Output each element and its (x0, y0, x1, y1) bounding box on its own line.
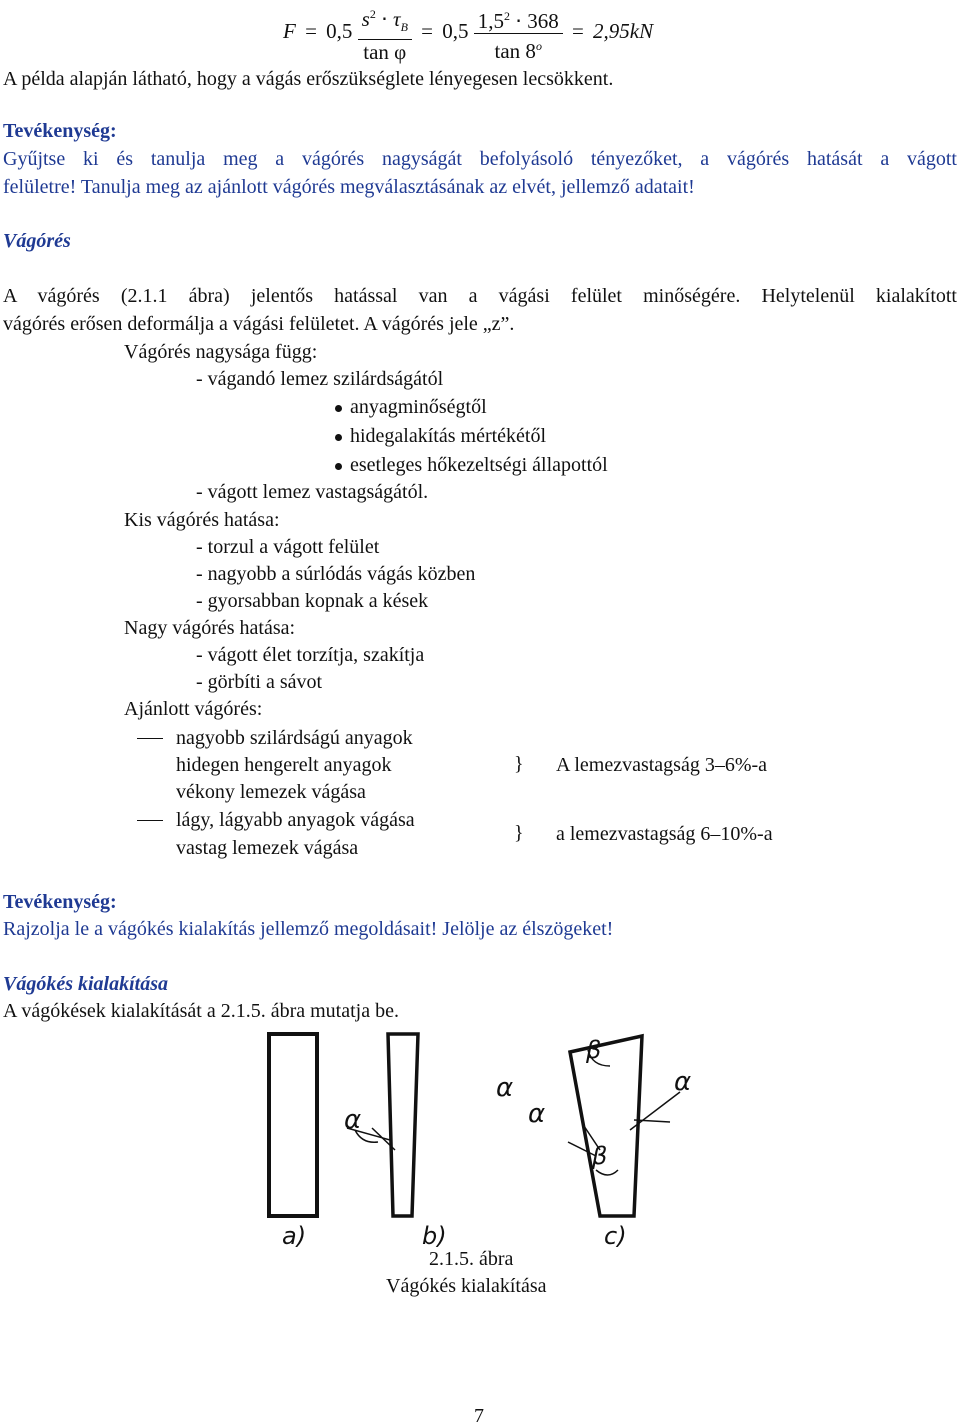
bullet-text: hidegalakítás mértékétől (350, 425, 547, 447)
dash-icon (137, 738, 163, 739)
small-gap-item: - torzul a vágott felület (196, 536, 380, 558)
small-gap-item: - gyorsabban kopnak a kések (196, 590, 429, 612)
large-gap-item: - vágott élet torzítja, szakítja (196, 644, 425, 666)
frac1-den: tan φ (363, 40, 407, 65)
group1-line: vékony lemezek vágása (176, 781, 366, 803)
frac2-num-a: 1,5 (477, 8, 505, 33)
activity2-heading: Tevékenység: (3, 891, 117, 913)
figure-caption-number: 2.1.5. ábra (429, 1248, 514, 1270)
formula-fraction-1 (358, 2, 412, 64)
page-number: 7 (474, 1405, 484, 1427)
activity2-line1: Rajzolja le a vágókés kialakítás jellemző megoldásait! Jelölje az élszögeket! (3, 918, 614, 940)
bullet-icon (335, 463, 342, 470)
section2-title: Vágókés kialakítása (3, 973, 169, 995)
knife-b (388, 1034, 418, 1216)
alpha-label: α (496, 1073, 514, 1103)
activity1-line1: Gyűjtse ki és tanulja meg a vágórés nagyságát befolyásoló tényezőket, a vágórés hatását a vágott (3, 148, 957, 170)
alpha-label: α (674, 1067, 692, 1097)
frac1-num-sub: B (400, 20, 408, 35)
frac2-num-sup: 2 (504, 8, 511, 23)
alpha-label: α (344, 1105, 362, 1135)
group1-line: nagyobb szilárdságú anyagok (176, 727, 413, 749)
frac2-den-sup: o (535, 38, 542, 53)
formula-fraction-2 (474, 4, 563, 63)
frac1-num-s: s (361, 7, 370, 31)
formula-eq3: = (571, 18, 584, 43)
frac2-num-dot: ⋅ (515, 8, 522, 33)
section1-title: Vágórés (3, 230, 71, 252)
frac1-num-dot: ⋅ (381, 7, 388, 31)
bullet-item-1 (335, 396, 487, 419)
bullet-item-3 (335, 454, 608, 477)
depends-heading: Vágórés nagysága függ: (124, 341, 318, 363)
activity1-line2: felületre! Tanulja meg az ajánlott vágórés megválasztásának az elvét, jellemző adatait! (3, 176, 695, 198)
knife-a (269, 1034, 317, 1216)
small-gap-heading: Kis vágórés hatása: (124, 509, 280, 531)
bullet-text: esetleges hőkezeltségi állapottól (350, 454, 608, 476)
figure-caption-title: Vágókés kialakítása (386, 1275, 547, 1297)
group2-value: a lemezvastagság 6–10%-a (556, 823, 773, 845)
formula-coef1: 0,5 (326, 18, 353, 43)
large-gap-item: - görbíti a sávot (196, 671, 323, 693)
section1-para-line2: vágórés erősen deformálja a vágási felületet. A vágórés jele „z”. (3, 313, 515, 335)
frac2-den: tan 8 (494, 38, 536, 63)
bullet-item-2 (335, 425, 546, 448)
alpha-label: α (528, 1099, 546, 1129)
bullet-icon (335, 434, 342, 441)
label-b: b) (422, 1222, 447, 1250)
recommended-heading: Ajánlott vágórés: (124, 698, 263, 720)
formula-eq2: = (421, 18, 434, 43)
group2-brace: } (514, 822, 524, 844)
beta-label: β (586, 1036, 602, 1064)
group1-line: hidegen hengerelt anyagok (176, 754, 392, 776)
large-gap-heading: Nagy vágórés hatása: (124, 617, 296, 639)
group1-value: A lemezvastagság 3–6%-a (556, 754, 768, 776)
section1-para-line1: A vágórés (2.1.1 ábra) jelentős hatással van a vágási felület minőségére. Helytelenül kialakított (3, 285, 957, 307)
section2-para: A vágókések kialakítását a 2.1.5. ábra mutatja be. (3, 1000, 399, 1022)
formula-eq1: = (305, 18, 317, 43)
depends-item1: - vágandó lemez szilárdságától (196, 368, 444, 390)
activity1-heading: Tevékenység: (3, 120, 117, 142)
knife-c (570, 1036, 642, 1216)
force-formula (283, 2, 653, 64)
bullet-icon (335, 405, 342, 412)
group2-line: vastag lemezek vágása (176, 837, 359, 859)
group1-brace: } (514, 753, 524, 775)
small-gap-item: - nagyobb a súrlódás vágás közben (196, 563, 476, 585)
frac1-num-tau: τ (393, 7, 401, 31)
label-a: a) (282, 1222, 307, 1250)
intro-sentence: A példa alapján látható, hogy a vágás erőszükséglete lényegesen lecsökkent. (3, 68, 614, 90)
group2-line: lágy, lágyabb anyagok vágása (176, 809, 415, 831)
bullet-text: anyagminőségtől (350, 396, 487, 418)
formula-result: 2,95kN (593, 18, 654, 43)
frac2-num-b: 368 (527, 8, 559, 33)
formula-lhs: F (283, 18, 296, 43)
frac1-num-sup: 2 (369, 7, 376, 21)
knife-figure (0, 1030, 960, 1260)
label-c: c) (604, 1222, 627, 1250)
formula-coef2: 0,5 (442, 18, 469, 43)
depends-item2: - vágott lemez vastagságától. (196, 481, 429, 503)
dash-icon (137, 820, 163, 821)
beta-label: β (592, 1142, 608, 1170)
